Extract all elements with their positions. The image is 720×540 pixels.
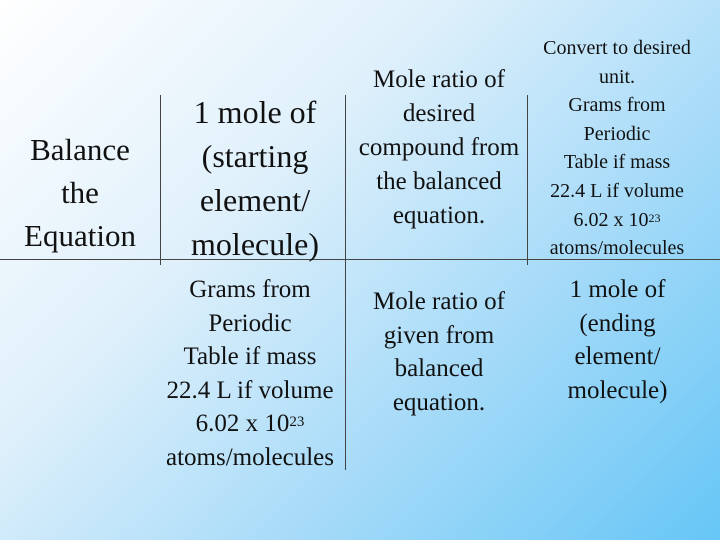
convert-line-3: Grams from: [568, 94, 666, 117]
grams-line-4: 22.4 L if volume: [166, 376, 334, 404]
start-line-1: 1 mole of: [193, 94, 317, 130]
mole-ratio-given-box: [350, 285, 528, 419]
end-line-1: 1 mole of: [569, 276, 666, 303]
balance-line-3: Equation: [24, 218, 136, 253]
ratio-desired-line-3: compound from: [358, 134, 520, 161]
convert-line-last: atoms/molecules: [549, 237, 685, 260]
ratio-given-line-3: balanced: [394, 355, 484, 382]
grams-line-2: Periodic: [208, 309, 292, 337]
ratio-given-line-2: given from: [383, 321, 495, 349]
grams-avogadro-exponent: 23: [289, 413, 305, 430]
mole-ratio-desired-box: [350, 63, 528, 233]
ratio-desired-line-1: Mole ratio of: [373, 66, 505, 93]
convert-avogadro-exponent: 23: [648, 211, 661, 226]
end-line-4: molecule): [567, 376, 668, 404]
start-line-4: molecule): [191, 226, 319, 262]
balance-line-1: Balance: [30, 132, 130, 167]
grams-from-box: [150, 273, 350, 474]
convert-line-2: unit.: [598, 65, 636, 88]
convert-line-5: Table if mass: [563, 151, 671, 174]
starting-mole-box: [165, 90, 345, 266]
start-line-2: (starting: [201, 138, 309, 174]
start-line-3: element/: [199, 182, 311, 218]
end-line-3: element/: [574, 343, 661, 370]
ratio-given-line-1: Mole ratio of: [373, 288, 505, 315]
grams-avogadro-base: 6.02 x 10: [195, 410, 290, 437]
convert-line-1: Convert to desired: [543, 37, 691, 59]
ratio-desired-line-5: equation.: [392, 202, 486, 229]
balance-equation-box: [5, 128, 155, 257]
end-line-2: (ending: [579, 309, 656, 337]
convert-avogadro: [530, 206, 704, 235]
vertical-divider-1: [160, 95, 161, 265]
convert-avogadro-base: 6.02 x 10: [573, 208, 649, 231]
grams-line-1: Grams from: [189, 276, 311, 303]
grams-avogadro: [150, 407, 350, 441]
ratio-desired-line-2: desired: [402, 100, 476, 127]
convert-desired-box: [530, 34, 704, 263]
convert-line-4: Periodic: [583, 122, 651, 145]
ending-mole-box: [530, 273, 705, 407]
balance-line-2: the: [61, 175, 99, 210]
grams-line-last: atoms/molecules: [165, 443, 335, 471]
ratio-given-line-4: equation.: [392, 388, 486, 416]
ratio-desired-line-4: the balanced: [376, 168, 502, 195]
grams-line-3: Table if mass: [183, 343, 317, 370]
convert-line-6: 22.4 L if volume: [550, 179, 684, 202]
